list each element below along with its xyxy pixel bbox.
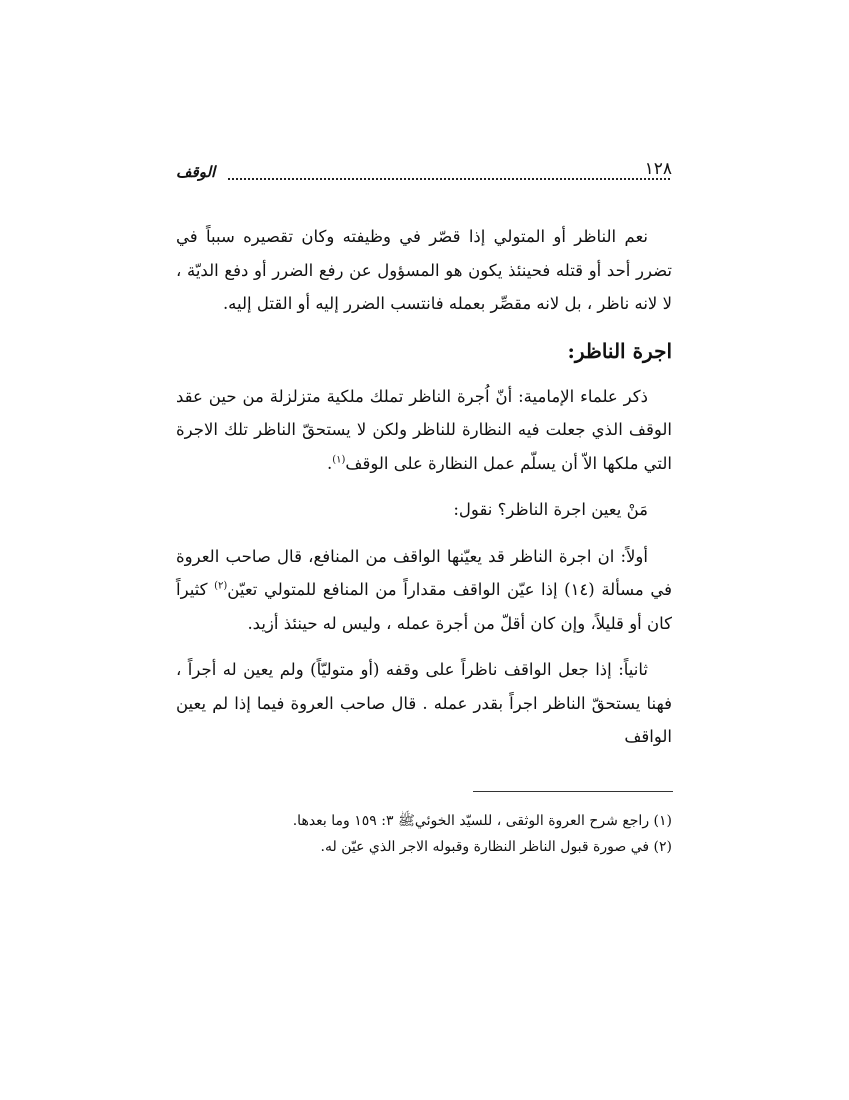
paragraph-2 — [176, 380, 672, 481]
paragraph-4-text-b: كثيراً كان أو قليلاً، وإن كان أقلّ من أجرة عمله ، وليس له حينئذ أزيد. — [176, 580, 672, 633]
footnote-2: (٢) في صورة قبول الناظر النظارة وقبوله الاجر الذي عيّن له. — [320, 839, 672, 855]
running-title: الوقف — [176, 163, 216, 181]
section-heading: اجرة الناظر: — [567, 338, 672, 363]
paragraph-5: ثانياً: إذا جعل الواقف ناظراً على وقفه (أو متوليّاً) ولم يعين له أجراً ، فهنا يستحقّ الناظر اجراً بقدر عمله . قال صاحب العروة فيما إذا لم يعين الواقف — [176, 660, 672, 746]
paragraph-3: مَنْ يعين اجرة الناظر؟ نقول: — [453, 500, 648, 519]
paragraph-4-text-a: أولاً: ان اجرة الناظر قد يعيّنها الواقف من المنافع، قال صاحب العروة في مسألة (١٤) إذا عيّن الواقف مقداراً من المنافع للمتولي تعيّن — [176, 546, 672, 599]
main-text — [176, 220, 672, 767]
paragraph-2-end: . — [326, 453, 333, 473]
paragraph-2-text: ذكر علماء الإمامية: أنّ اُجرة الناظر تملك ملكية متزلزلة من حين عقد الوقف الذي جعلت فيه النظارة للناظر ولكن لا يستحقّ الناظر تلك الاجرة التي ملكها الاّ أن يسلّم عمل النظارة على الوقف — [176, 386, 672, 473]
footnotes — [176, 808, 672, 860]
paragraph-4 — [176, 540, 672, 641]
paragraph-1: نعم الناظر أو المتولي إذا قصّر في وظيفته وكان تقصيره سبباً في تضرر أحد أو قتله فحينئذ يكون هو المسؤول عن رفع الضرر أو دفع الديّة ، لا لانه ناظر ، بل لانه مقصِّر بعمله فانتسب الضرر إليه أو القتل إليه. — [176, 227, 672, 313]
footnote-divider — [473, 791, 673, 792]
footnote-ref-1[interactable]: (١) — [332, 454, 346, 465]
footnote-ref-2[interactable]: (٢) — [214, 580, 228, 592]
footnote-1: (١) راجع شرح العروة الوثقى ، للسيّد الخوئيﷺ ٣: ١٥٩ وما بعدها. — [292, 813, 672, 829]
header-dotted-leader — [228, 178, 670, 180]
page-header — [176, 158, 672, 184]
page-number: ١٢٨ — [644, 159, 672, 179]
